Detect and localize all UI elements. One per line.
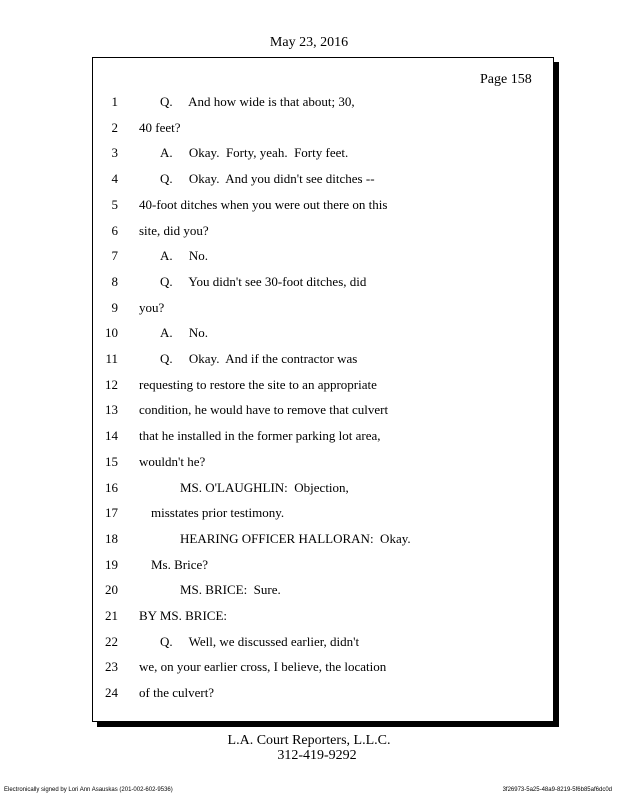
transcript-line (0, 221, 460, 241)
line-text: Q. Okay. And if the contractor was (160, 351, 358, 366)
line-text: you? (139, 299, 165, 315)
line-text: wouldn't he? (139, 453, 206, 469)
line-number: 15 (105, 453, 118, 469)
transcript-line (0, 503, 460, 523)
transcript-line (0, 426, 460, 446)
line-number: 10 (105, 325, 118, 341)
line-text: Q. And how wide is that about; 30, (160, 94, 355, 109)
line-text: site, did you? (139, 222, 209, 238)
header-date: May 23, 2016 (269, 35, 349, 50)
transcript-line (0, 683, 460, 703)
line-number: 12 (105, 376, 118, 392)
transcript-line (0, 92, 460, 112)
transcript-line (0, 298, 460, 318)
line-text: of the culvert? (139, 685, 215, 701)
line-number: 8 (111, 273, 118, 289)
line-text: MS. O'LAUGHLIN: Objection, (180, 479, 349, 495)
line-number: 4 (111, 171, 118, 187)
line-text: we, on your earlier cross, I believe, the location (139, 659, 387, 675)
transcript-line (0, 169, 460, 189)
line-text: HEARING OFFICER HALLORAN: Okay. (180, 530, 411, 546)
line-text: BY MS. BRICE: (139, 608, 228, 623)
line-text: condition, he would have to remove that culvert (139, 402, 389, 418)
line-number: 6 (111, 222, 118, 238)
signature-left: Electronically signed by Lori Ann Asauskas (201-002-602-9536) (4, 787, 173, 793)
line-text: requesting to restore the site to an appropriate (139, 376, 377, 392)
line-text: 40 feet? (139, 119, 181, 135)
line-number: 17 (105, 505, 118, 521)
transcript-line (0, 246, 460, 266)
transcript-line (0, 529, 460, 549)
line-number: 9 (111, 299, 118, 315)
line-text: Q. You didn't see 30-foot ditches, did (160, 273, 367, 289)
line-number: 5 (111, 196, 118, 212)
page-number: Page 158 (480, 72, 532, 87)
line-text: Q. Well, we discussed earlier, didn't (160, 633, 360, 649)
transcript-line (0, 349, 460, 369)
line-number: 1 (111, 94, 118, 109)
transcript-line (0, 143, 460, 163)
transcript-line (0, 272, 460, 292)
transcript-line (0, 555, 460, 575)
transcript-line (0, 580, 460, 600)
line-text: that he installed in the former parking lot area, (139, 428, 381, 444)
transcript-line (0, 478, 460, 498)
line-text: MS. BRICE: Sure. (180, 582, 281, 598)
signature-right: 3f26973-5a25-48a9-8219-5f6b85af6dc0d (502, 787, 612, 793)
transcript-line (0, 195, 460, 215)
line-number: 2 (111, 119, 118, 135)
line-number: 13 (105, 402, 118, 418)
line-number: 24 (105, 685, 118, 701)
line-number: 18 (105, 530, 118, 546)
line-number: 21 (105, 608, 118, 623)
transcript-line (0, 452, 460, 472)
line-number: 7 (111, 248, 118, 264)
line-number: 16 (105, 479, 118, 495)
line-number: 14 (105, 428, 118, 444)
line-text: misstates prior testimony. (151, 505, 285, 521)
transcript-line (0, 118, 460, 138)
footer-company: L.A. Court Reporters, L.L.C. (227, 733, 391, 748)
line-text: A. No. (160, 325, 209, 341)
line-text: Q. Okay. And you didn't see ditches -- (160, 171, 375, 187)
line-text: A. Okay. Forty, yeah. Forty feet. (160, 145, 349, 161)
transcript-line (0, 400, 460, 420)
line-number: 19 (105, 556, 118, 572)
transcript-line (0, 657, 460, 677)
line-number: 3 (111, 145, 118, 161)
line-text: A. No. (160, 248, 209, 264)
transcript-line (0, 323, 460, 343)
transcript-line (0, 606, 460, 626)
line-text: Ms. Brice? (151, 556, 209, 572)
footer-phone: 312-419-9292 (277, 748, 357, 763)
line-number: 20 (105, 582, 118, 598)
transcript-line (0, 632, 460, 652)
line-number: 23 (105, 659, 118, 675)
line-text: 40-foot ditches when you were out there on this (139, 196, 388, 212)
line-number: 22 (105, 633, 118, 649)
line-number: 11 (105, 351, 118, 366)
transcript-line (0, 375, 460, 395)
